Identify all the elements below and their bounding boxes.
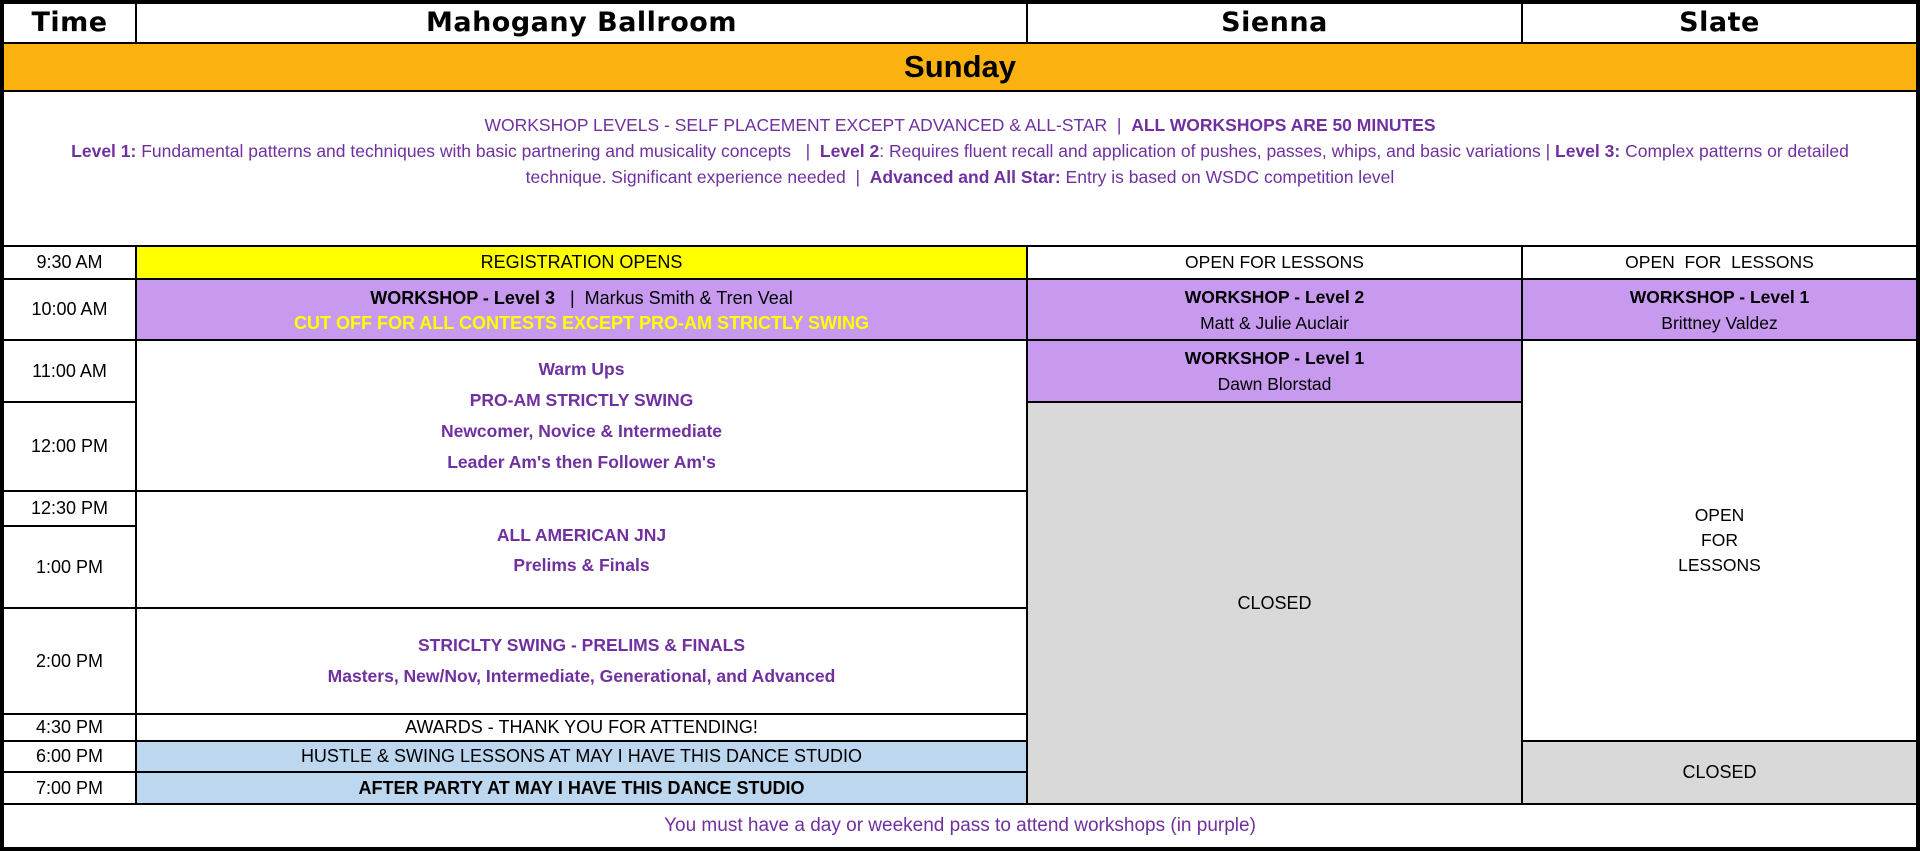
event-line: Warm Ups [538, 358, 625, 379]
event-line: STRICLTY SWING - PRELIMS & FINALS [418, 635, 745, 655]
cell-sienna-workshop-level2 [1028, 280, 1521, 339]
cell-mahogany-workshop-level3 [137, 280, 1026, 339]
cell-slate-open-block [1523, 341, 1916, 740]
event-line: ALL AMERICAN JNJ [496, 524, 667, 545]
event-instructor: Brittney Valdez [1661, 312, 1778, 333]
cell-sienna-closed: CLOSED [1028, 403, 1521, 803]
cell-mahogany-hustle-lessons: HUSTLE & SWING LESSONS AT MAY I HAVE THIS DANCE STUDIO [137, 742, 1026, 771]
cell-mahogany-registration: REGISTRATION OPENS [137, 247, 1026, 278]
schedule-grid [4, 4, 1916, 847]
cell-slate-workshop-level1 [1523, 280, 1916, 339]
cell-mahogany-all-american-jnj [137, 492, 1026, 607]
time-label-200pm: 2:00 PM [4, 609, 135, 713]
col-header-slate: Slate [1523, 4, 1916, 42]
event-line: Masters, New/Nov, Intermediate, Generational, and Advanced [327, 666, 836, 686]
cell-sienna-workshop-level1 [1028, 341, 1521, 401]
workshop-levels-line1: WORKSHOP LEVELS - SELF PLACEMENT EXCEPT ADVANCED & ALL-STAR | ALL WORKSHOPS ARE 50 MINUTES [484, 115, 1436, 135]
event-line: Newcomer, Novice & Intermediate [440, 420, 723, 441]
workshop-levels-note [4, 92, 1916, 245]
time-label-430pm: 4:30 PM [4, 715, 135, 740]
time-label-100pm: 1:00 PM [4, 527, 135, 607]
event-title: WORKSHOP - Level 1 [1629, 286, 1810, 307]
col-header-sienna: Sienna [1028, 4, 1521, 42]
footer-note: You must have a day or weekend pass to attend workshops (in purple) [4, 805, 1916, 847]
open-line: OPEN [1694, 505, 1745, 525]
time-label-1000am: 10:00 AM [4, 280, 135, 339]
time-label-1230pm: 12:30 PM [4, 492, 135, 525]
event-line: Prelims & Finals [513, 554, 650, 575]
col-header-mahogany-ballroom: Mahogany Ballroom [137, 4, 1026, 42]
cell-mahogany-strictly-finals [137, 609, 1026, 713]
cell-mahogany-after-party: AFTER PARTY AT MAY I HAVE THIS DANCE STUDIO [137, 773, 1026, 803]
day-banner: Sunday [4, 44, 1916, 90]
cell-mahogany-awards: AWARDS - THANK YOU FOR ATTENDING! [137, 715, 1026, 740]
time-label-600pm: 6:00 PM [4, 742, 135, 771]
cutoff-notice: CUT OFF FOR ALL CONTESTS EXCEPT PRO-AM STRICTLY SWING [293, 312, 869, 333]
time-label-1200pm: 12:00 PM [4, 403, 135, 490]
time-label-1100am: 11:00 AM [4, 341, 135, 401]
workshop-levels-line2: Level 1: Fundamental patterns and techniques with basic partnering and musicality concepts | Level 2: Requires fluent recall and application of pushes, passes, whips, and basic variations | Level 3: Complex patterns or detailed technique. Significant experience needed | Advanced and All Star: Entry is based on WSDC competition level [71, 141, 1854, 187]
open-line: LESSONS [1678, 555, 1761, 575]
event-instructor: Dawn Blorstad [1217, 374, 1332, 394]
event-instructor: Matt & Julie Auclair [1200, 312, 1349, 333]
cell-sienna-open: OPEN FOR LESSONS [1028, 247, 1521, 278]
event-line: Leader Am's then Follower Am's [447, 451, 716, 472]
event-line: PRO-AM STRICTLY SWING [469, 389, 694, 410]
open-line: FOR [1701, 530, 1738, 550]
time-label-700pm: 7:00 PM [4, 773, 135, 803]
col-header-time: Time [4, 4, 135, 42]
cell-slate-open: OPEN FOR LESSONS [1523, 247, 1916, 278]
event-title: WORKSHOP - Level 1 [1184, 348, 1365, 368]
cell-slate-closed: CLOSED [1523, 742, 1916, 803]
cell-mahogany-proam-strictly [137, 341, 1026, 490]
event-title: WORKSHOP - Level 3 | Markus Smith & Tren Veal [370, 287, 793, 308]
event-title: WORKSHOP - Level 2 [1184, 286, 1365, 307]
time-label-930am: 9:30 AM [4, 247, 135, 278]
